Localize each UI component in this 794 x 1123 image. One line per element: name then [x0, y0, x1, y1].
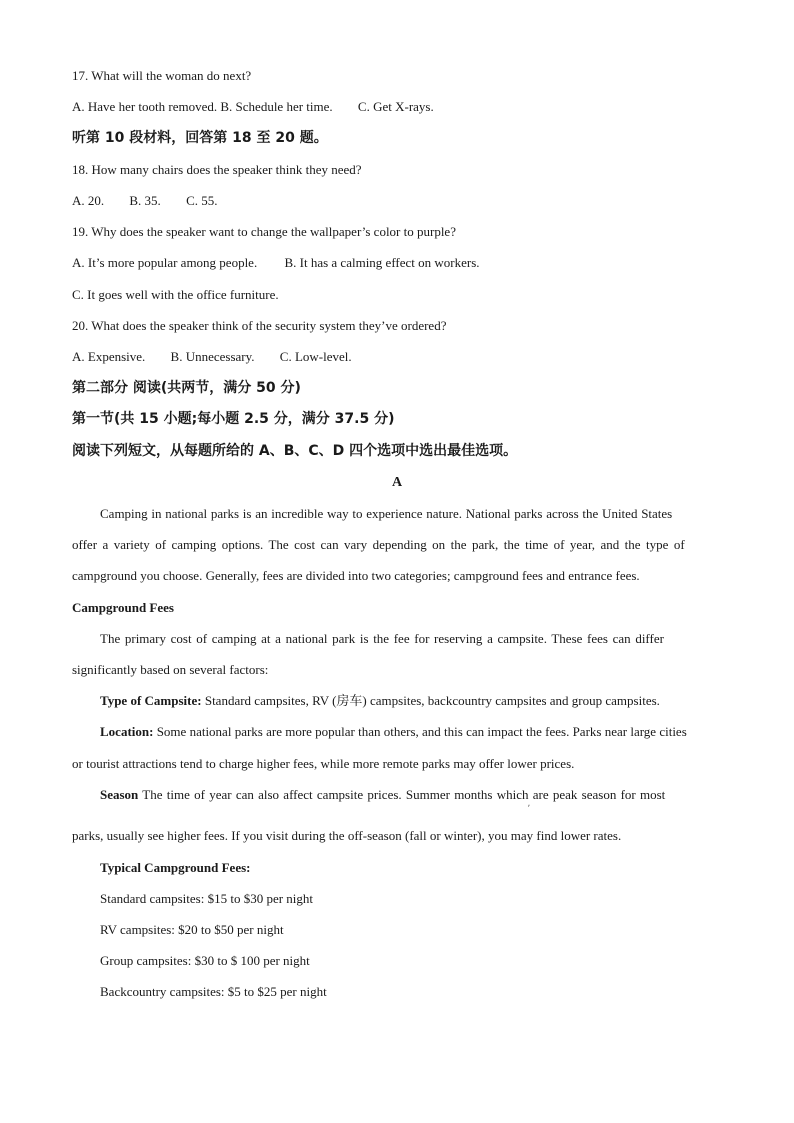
question-20-options: [72, 349, 352, 365]
option-20-b: B. Unnecessary.: [170, 349, 255, 364]
option-18-a: A. 20.: [72, 193, 105, 208]
option-20-c: C. Low-level.: [279, 349, 352, 364]
intro-line-1: Camping in national parks is an incredible way to experience nature. National parks across the United States: [100, 506, 673, 521]
location-line-1: [100, 724, 687, 740]
stray-mark: ʹ: [528, 803, 530, 813]
location-line-2: or tourist attractions tend to charge higher fees, while more remote parks may offer lower prices.: [72, 756, 575, 771]
part-2-header: 第二部分 阅读(共两节，满分 50 分): [72, 380, 301, 396]
option-17-c: C. Get X-rays.: [357, 99, 434, 114]
fee-item-standard: Standard campsites: $15 to $30 per night: [100, 891, 314, 906]
type-text: Standard campsites, RV (房车) campsites, backcountry campsites and group campsites.: [201, 693, 660, 708]
question-18-options: [72, 193, 217, 209]
type-of-campsite: [100, 693, 660, 709]
option-17-a: A. Have her tooth removed.: [72, 99, 218, 114]
option-18-c: C. 55.: [186, 193, 218, 208]
option-18-b: B. 35.: [129, 193, 161, 208]
type-label: Type of Campsite:: [100, 693, 202, 708]
question-17-options: [72, 99, 434, 115]
option-17-b: B. Schedule her time.: [220, 99, 333, 114]
fee-item-rv: RV campsites: $20 to $50 per night: [100, 922, 284, 937]
campground-fees-heading: Campground Fees: [72, 600, 174, 615]
season-line-2: parks, usually see higher fees. If you visit during the off-season (fall or winter), you may find lower rates.: [72, 828, 622, 843]
option-19-c: C. It goes well with the office furniture.: [72, 287, 279, 302]
passage-letter: A: [391, 475, 403, 490]
question-18: 18. How many chairs does the speaker think they need?: [72, 162, 362, 177]
question-19-options-ab: [72, 255, 480, 271]
primary-cost-line-2: significantly based on several factors:: [72, 662, 269, 677]
intro-line-2: offer a variety of camping options. The cost can vary depending on the park, the time of year, and the type of: [72, 537, 685, 552]
primary-cost-line-1: The primary cost of camping at a national park is the fee for reserving a campsite. These fees can differ: [100, 631, 664, 646]
section-1-header: 第一节(共 15 小题;每小题 2.5 分，满分 37.5 分): [72, 411, 395, 427]
fee-item-group: Group campsites: $30 to $ 100 per night: [100, 953, 310, 968]
question-17: 17. What will the woman do next?: [72, 68, 252, 83]
option-19-a: A. It’s more popular among people.: [72, 255, 258, 270]
season-label: Season: [100, 787, 139, 802]
question-20: 20. What does the speaker think of the security system they’ve ordered?: [72, 318, 447, 333]
reading-instructions: 阅读下列短文，从每题所给的 A、B、C、D 四个选项中选出最佳选项。: [72, 443, 518, 459]
typical-fees-heading: Typical Campground Fees:: [100, 860, 251, 875]
question-19: 19. Why does the speaker want to change the wallpaper’s color to purple?: [72, 224, 456, 239]
option-20-a: A. Expensive.: [72, 349, 146, 364]
option-19-b: B. It has a calming effect on workers.: [284, 255, 480, 270]
season-line-1: [100, 787, 665, 803]
location-text: Some national parks are more popular than others, and this can impact the fees. Parks near large cities: [153, 724, 687, 739]
section-10-header: 听第 10 段材料，回答第 18 至 20 题。: [72, 130, 328, 146]
season-text: The time of year can also affect campsite prices. Summer months which are peak season for most: [138, 787, 666, 802]
location-label: Location:: [100, 724, 154, 739]
intro-line-3: campground you choose. Generally, fees are divided into two categories; campground fees and entrance fees.: [72, 568, 640, 583]
fee-item-backcountry: Backcountry campsites: $5 to $25 per night: [100, 984, 327, 999]
